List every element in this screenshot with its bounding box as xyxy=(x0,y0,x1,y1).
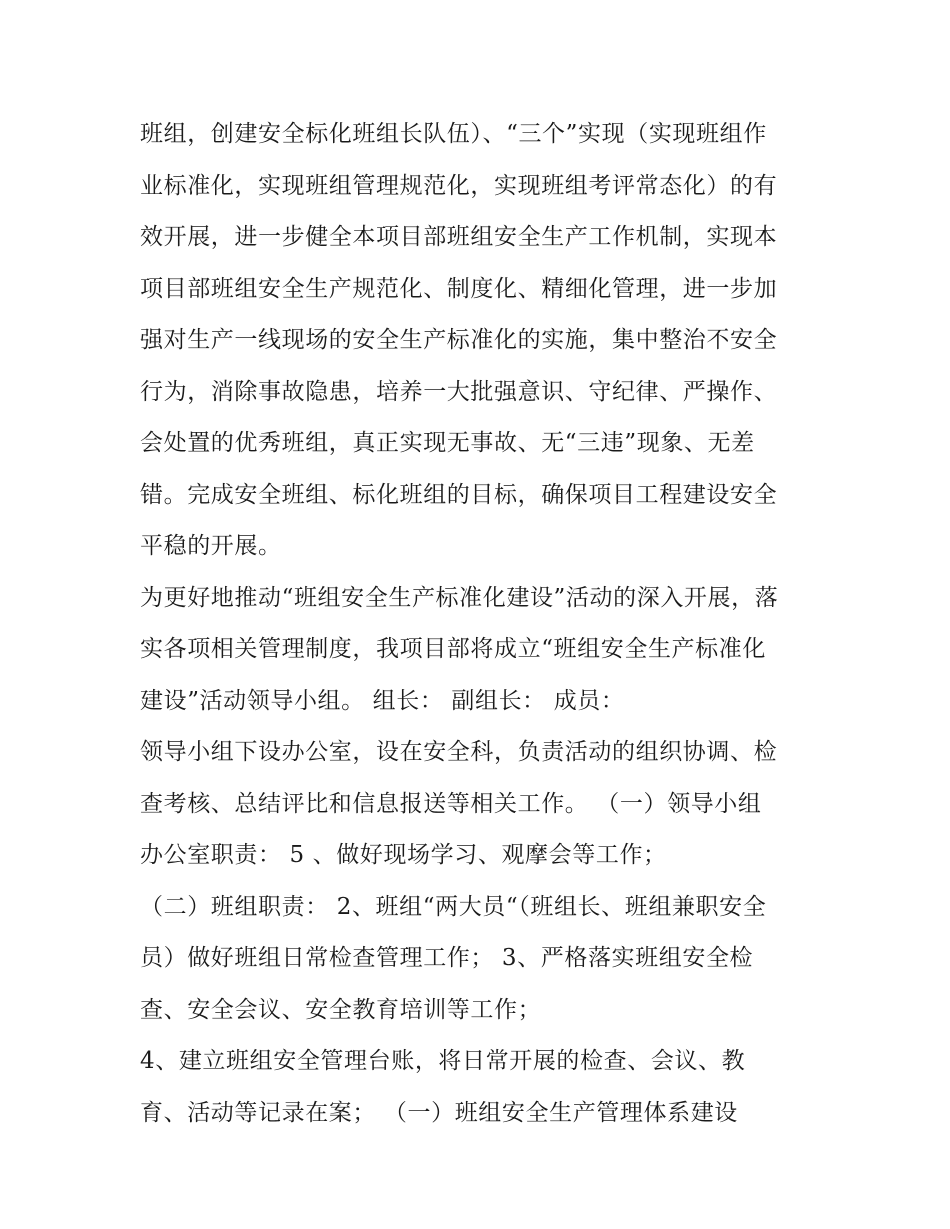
text-line-14: 查考核、总结评比和信息报送等相关工作。 （一）领导小组 xyxy=(140,790,762,817)
text-line-3: 效开展，进一步健全本项目部班组安全生产工作机制，实现本 xyxy=(140,224,778,250)
text-line-11: 实各项相关管理制度，我项目部将成立“班组安全生产标准化 xyxy=(140,636,766,662)
text-line-15: 办公室职责： 5 、做好现场学习、观摩会等工作； xyxy=(140,842,667,868)
text-line-7: 会处置的优秀班组，真正实现无事故、无“三违”现象、无差 xyxy=(140,430,755,456)
text-line-10: 为更好地推动“班组安全生产标准化建设”活动的深入开展，落 xyxy=(140,584,779,611)
text-line-2: 业标准化，实现班组管理规范化，实现班组考评常态化）的有 xyxy=(140,172,778,199)
text-line-5: 强对生产一线现场的安全生产标准化的实施，集中整治不安全 xyxy=(140,327,778,353)
text-line-9: 平稳的开展。 xyxy=(140,533,282,559)
text-line-6: 行为，消除事故隐患，培养一大批强意识、守纪律、严操作、 xyxy=(140,378,778,405)
text-line-12: 建设”活动领导小组。 组长： 副组长： 成员： xyxy=(140,687,625,714)
text-line-4: 项目部班组安全生产规范化、制度化、精细化管理，进一步加 xyxy=(140,275,778,302)
text-line-18: 查、安全会议、安全教育培训等工作； xyxy=(140,996,542,1023)
text-line-16: （二）班组职责： 2、班组“两大员“（班组长、班组兼职安全 xyxy=(140,893,767,920)
text-line-20: 育、活动等记录在案； （一）班组安全生产管理体系建设 xyxy=(140,1099,738,1126)
text-line-1: 班组，创建安全标化班组长队伍）、“三个”实现（实现班组作 xyxy=(140,121,767,147)
document-body xyxy=(140,109,820,1139)
text-line-8: 错。完成安全班组、标化班组的目标，确保项目工程建设安全 xyxy=(140,481,778,508)
text-line-13: 领导小组下设办公室，设在安全科，负责活动的组织协调、检 xyxy=(140,739,778,765)
text-line-19: 4、建立班组安全管理台账，将日常开展的检查、会议、教 xyxy=(140,1048,746,1074)
text-line-17: 员）做好班组日常检查管理工作； 3、严格落实班组安全检 xyxy=(140,945,754,971)
